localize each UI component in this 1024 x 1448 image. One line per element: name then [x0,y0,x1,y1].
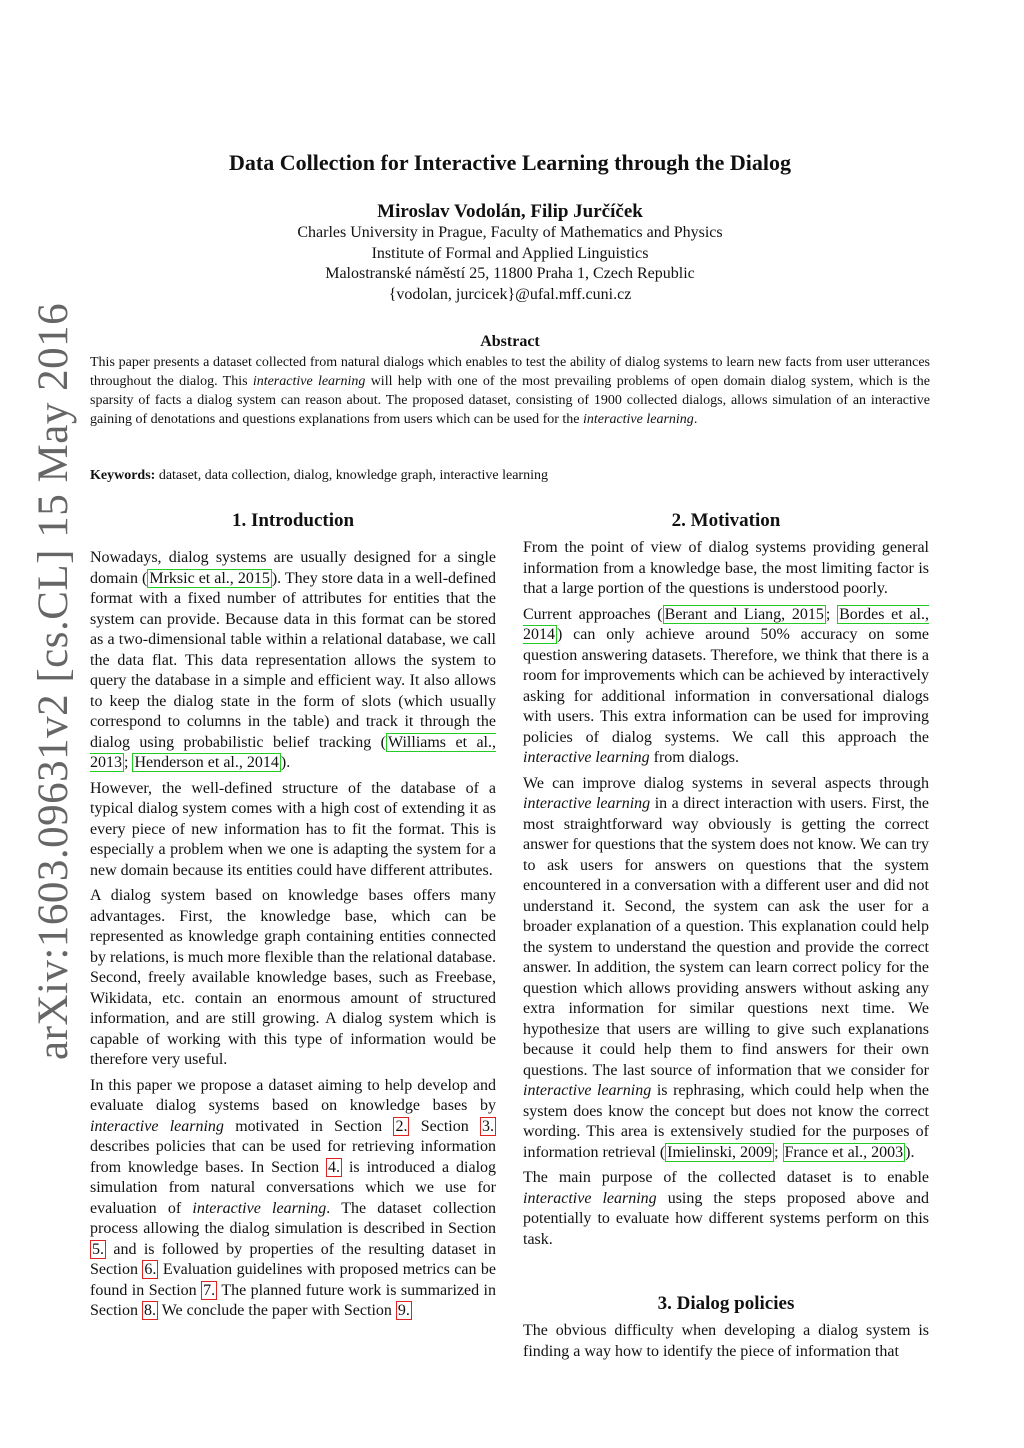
section-ref-link[interactable]: 5. [92,1240,104,1258]
affiliation-line: Charles University in Prague, Faculty of Mathematics and Physics [297,224,723,241]
section-ref-link[interactable]: 4. [328,1158,341,1176]
abstract-heading: Abstract [480,333,540,350]
section-ref-link[interactable]: 3. [482,1117,494,1135]
paragraph: We can improve dialog systems in several aspects through interactive learning in a direct interaction with users. First, the most straightforward way obviously is getting the correct answer for questions that the system does not know. We can try to ask users for answers on questions that the system encountered in a conversation with a different user and did not understand it. Second, the system can ask the user for a broader explanation of a question. This explanation could help the system to understand the question and provide the correct answer. In addition, the system can learn correct policy for the question which allows providing answers without asking any extra information for similar questions next time. We hypothesize that users are willing to give such explanations because it could help them to find answers for their own questions. The last source of information that we consider for interactive learning is rephrasing, which could help when the system does know the concept but does not know the correct wording. This area is extensively studied for the purposes of information retrieval ( Imielinski, 2009 ; France et al., 2003 ). [523,774,929,1161]
affiliation-block [90,223,930,305]
section-heading-introduction: 1. Introduction [231,510,355,531]
abstract-body: This paper presents a dataset collected from natural dialogs which enables to test the ability of dialog systems to learn new facts from user utterances throughout the dialog. This interactive learning will help with one of the most prevailing problems of open domain dialog system, which is the sparsity of facts a dialog system can reason about. The proposed dataset, consisting of 1900 collected dialogs, allows simulation of an interactive gaining of denotations and questions explanations from users which can be used for the interactive learning. [90,355,930,427]
citation-link[interactable]: Williams et al., 2013 [90,733,496,771]
paragraph: However, the well-defined structure of the database of a typical dialog system comes with a high cost of extending it as every piece of new information has to fit the format. This is especially a problem when we one is adapting the system for a new domain because its entities could have different attributes. [90,779,496,879]
keywords-text: dataset, data collection, dialog, knowledge graph, interactive learning [155,468,548,483]
citation-link[interactable]: France et al., 2003 [784,1143,904,1161]
citation-link[interactable]: Mrksic et al., 2015 [149,569,270,587]
section-ref-link[interactable]: 9. [397,1302,410,1319]
right-column [523,538,929,1255]
section-ref-link[interactable]: 2. [395,1117,408,1135]
citation-link[interactable]: Berant and Liang, 2015 [664,605,824,623]
paper-authors: Miroslav Vodolán, Filip Jurčíček [377,201,643,222]
section-heading-dialog-policies: 3. Dialog policies [657,1293,795,1314]
paragraph: Nowadays, dialog systems are usually designed for a single domain ( Mrksic et al., 2015 ). They store data in a well-defined format with a fixed number of attributes for entities that the system can provide. Because data in this format can be stored as a two-dimensional table within a relational database, we call the data flat. This data representation allows the system to query the database in a simple and efficient way. It also allows to keep the dialog state in the form of slots (which usually correspond to columns in the table) and track it through the dialog using probabilistic belief tracking ( Williams et al., 2013 ; Henderson et al., 2014 ). [90,549,497,771]
affiliation-line: Institute of Formal and Applied Linguistics [371,244,649,262]
section-ref-link[interactable]: 7. [203,1281,216,1299]
section-heading-motivation: 2. Motivation [671,510,781,531]
citation-link[interactable]: Bordes et al., 2014 [523,605,929,643]
author-emails: {vodolan, jurcicek}@ufal.mff.cuni.cz [388,285,632,303]
paper-title: Data Collection for Interactive Learning through the Dialog [229,150,791,175]
citation-link[interactable]: Henderson et al., 2014 [134,754,279,771]
paragraph: The main purpose of the collected dataset is to enable interactive learning using the steps proposed above and potentially to evaluate how different systems perform on this task. [523,1169,929,1248]
keywords-label: Keywords: [90,468,156,483]
section-ref-link[interactable]: 6. [144,1261,157,1278]
arxiv-stamp: arXiv:1603.09631v2 [cs.CL] 15 May 2016 [30,302,77,1060]
paragraph: The obvious difficulty when developing a dialog system is finding a way how to identify the piece of information that [523,1322,929,1360]
paragraph: Current approaches ( Berant and Liang, 2015 ; Bordes et al., 2014 ) can only achieve around 50% accuracy on some question answering datasets. Therefore, we think that there is a room for improvements which can be achieved by interactively asking for additional information in conversational dialogs with users. This extra information can be used for improving policies of dialog systems. We call this approach the interactive learning from dialogs. [523,605,929,766]
section-ref-link[interactable]: 8. [144,1302,156,1319]
left-column [90,548,496,1327]
paragraph: In this paper we propose a dataset aiming to help develop and evaluate dialog systems based on knowledge bases by interactive learning motivated in Section 2. Section 3. describes policies that can be used for retrieving information from knowledge bases. In Section 4. is introduced a dialog simulation from natural conversations which we use for evaluation of interactive learning. The dataset collection process allowing the dialog simulation is described in Section 5. and is followed by properties of the resulting dataset in Section 6. Evaluation guidelines with proposed metrics can be found in Section 7. The planned future work is summarized in Section 8. We conclude the paper with Section 9. [90,1076,497,1319]
paragraph: From the point of view of dialog systems providing general information from a knowledge base, the most limiting factor is that a large portion of the questions is understood poorly. [523,539,929,597]
keywords [90,466,930,486]
affiliation-line: Malostranské náměstí 25, 11800 Praha 1, Czech Republic [325,265,695,282]
paragraph: A dialog system based on knowledge bases offers many advantages. First, the knowledge base, which can be represented as knowledge graph containing entities connected by relations, is much more flexible than the relational database. Second, freely available knowledge bases, such as Freebase, Wikidata, etc. contain an enormous amount of structured information, and are still growing. A dialog system which is capable of working with this type of information would be therefore very useful. [90,887,496,1068]
citation-link[interactable]: Imielinski, 2009 [667,1143,773,1161]
